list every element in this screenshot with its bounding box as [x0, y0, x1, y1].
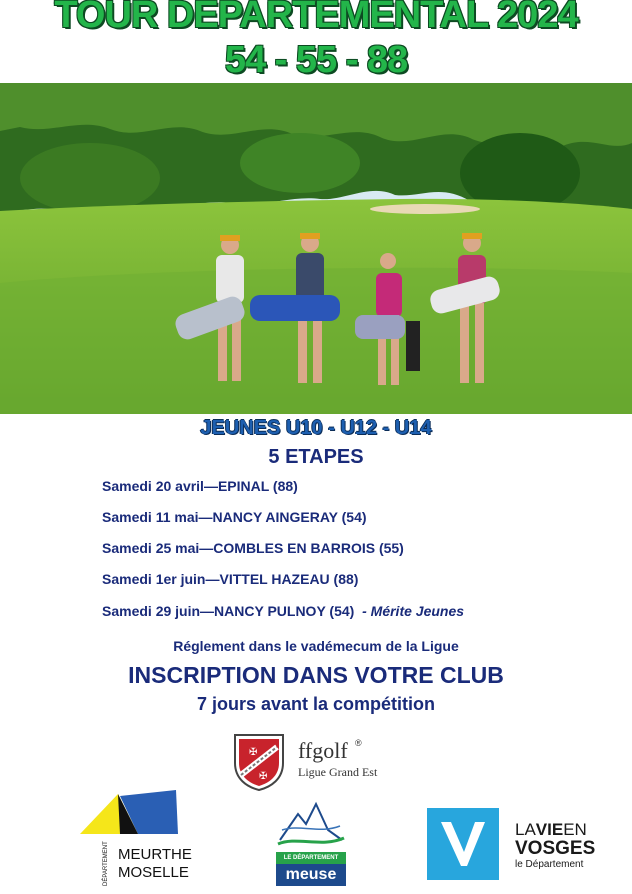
svg-text:✠: ✠	[259, 771, 268, 782]
stage-item	[102, 571, 358, 587]
stages-title: 5 ETAPES	[268, 446, 364, 468]
stage-item	[102, 603, 464, 619]
reglement-text: Réglement dans le vadémecum de la Ligue	[173, 638, 459, 654]
vosges-line2: VOSGES	[515, 838, 596, 859]
deadline-text: 7 jours avant la compétition	[196, 694, 436, 714]
stage-text: Samedi 1er juin—VITTEL HAZEAU (88)	[102, 571, 359, 587]
page-title: TOUR DEPARTEMENTAL 2024	[54, 0, 578, 36]
stage-text: Samedi 11 mai—NANCY AINGERAY (54)	[102, 509, 367, 525]
stage-item	[102, 540, 404, 556]
ffgolf-name: ffgolf	[298, 738, 348, 763]
category-heading: JEUNES U10 - U12 - U14	[200, 417, 432, 439]
vosges-la: LA	[515, 820, 536, 839]
meuse-band-text: LE DÉPARTEMENT	[283, 855, 339, 861]
stage-text: Samedi 29 juin—NANCY PULNOY (54)	[102, 603, 355, 619]
inscription-heading: INSCRIPTION DANS VOTRE CLUB	[128, 662, 504, 688]
stage-item	[102, 478, 298, 494]
departments-heading: 54 - 55 - 88	[224, 39, 408, 81]
golfers-photo	[0, 83, 632, 414]
vosges-logo-box	[427, 808, 499, 880]
ffgolf-subtitle: Ligue Grand Est	[298, 765, 378, 779]
ffgolf-shield-icon	[233, 733, 285, 791]
meurthe-line2: MOSELLE	[118, 864, 189, 881]
svg-text:✠: ✠	[249, 747, 258, 758]
stage-text: Samedi 20 avril—EPINAL (88)	[102, 478, 298, 494]
stage-note: - Mérite Jeunes	[362, 603, 465, 619]
vosges-vie: VIE	[535, 820, 564, 839]
vosges-line1	[515, 820, 587, 840]
meurthe-vertical-label: DÉPARTEMENT	[103, 841, 109, 886]
meuse-name: meuse	[276, 864, 346, 886]
registered-icon: ®	[355, 738, 362, 748]
stage-text: Samedi 25 mai—COMBLES EN BARROIS (55)	[102, 540, 404, 556]
meuse-mountain-icon	[276, 800, 346, 850]
meurthe-line1: MEURTHE	[118, 846, 192, 863]
meuse-band	[276, 852, 346, 864]
vosges-en: EN	[563, 820, 587, 839]
stage-item	[102, 509, 367, 525]
vosges-line3: le Département	[515, 859, 584, 870]
